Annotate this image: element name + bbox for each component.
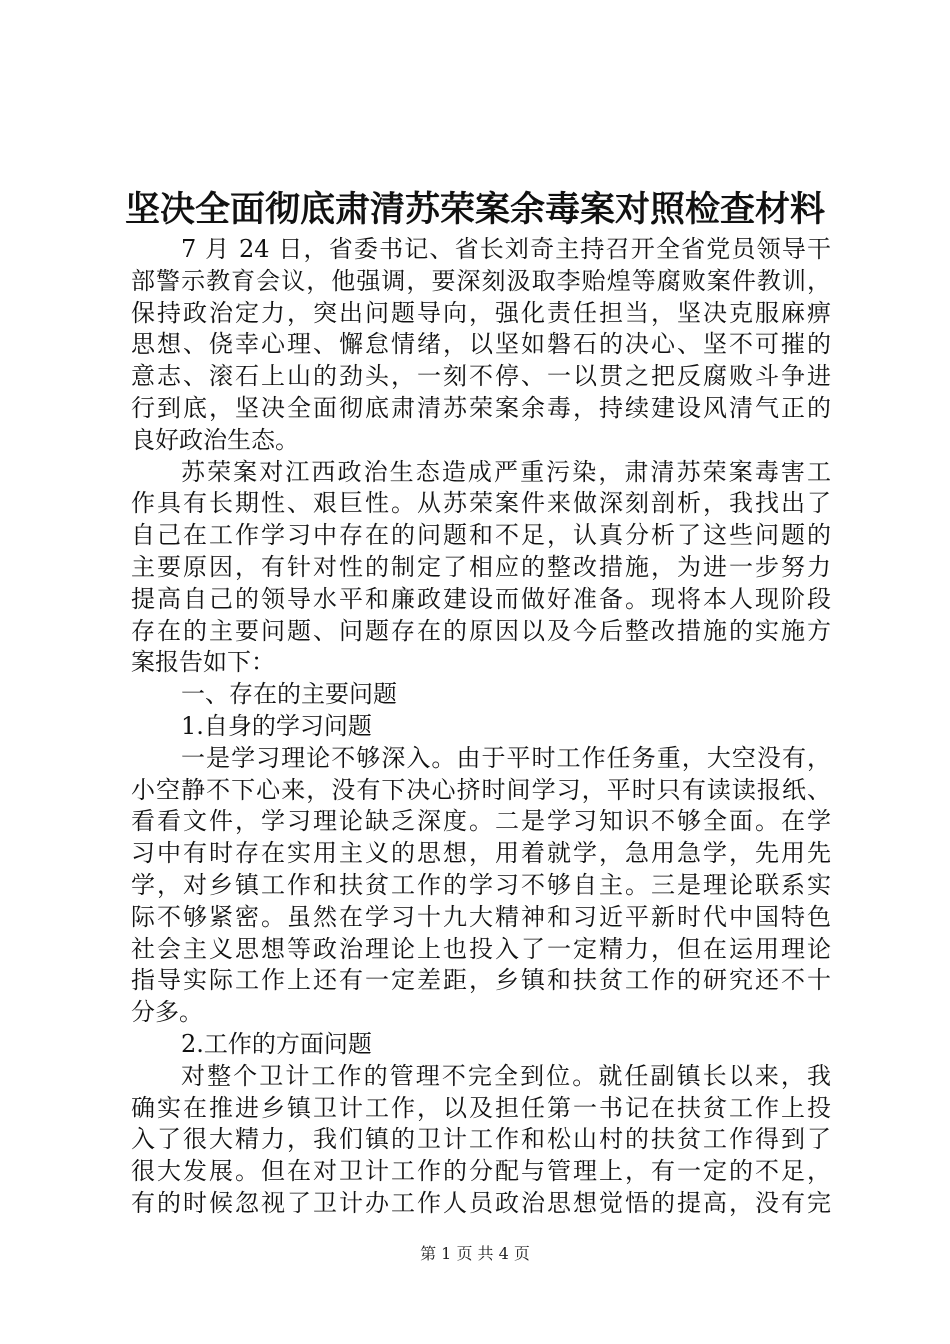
paragraph-line: 社会主义思想等政治理论上也投入了一定精力，但在运用理论 [131,934,831,963]
paragraph-line: 很大发展。但在对卫计工作的分配与管理上，有一定的不足， [131,1157,831,1186]
paragraph-line: 对整个卫计工作的管理不完全到位。就任副镇长以来，我 [181,1061,831,1090]
paragraph-line: 保持政治定力，突出问题导向，强化责任担当，坚决克服麻痹 [131,298,831,327]
paragraph-line: 提高自己的领导水平和廉政建设而做好准备。现将本人现阶段 [131,584,831,613]
paragraph-line: 行到底，坚决全面彻底肃清苏荣案余毒，持续建设风清气正的 [131,393,831,422]
document-title: 坚决全面彻底肃清苏荣案余毒案对照检查材料 [124,189,825,230]
subsection-heading: 2.工作的方面问题 [181,1029,372,1058]
paragraph-line: 一是学习理论不够深入。由于平时工作任务重，大空没有， [181,743,831,772]
paragraph-line: 苏荣案对江西政治生态造成严重污染，肃清苏荣案毒害工 [181,457,831,486]
paragraph-line: 主要原因，有针对性的制定了相应的整改措施，为进一步努力 [131,552,831,581]
paragraph-line: 作具有长期性、艰巨性。从苏荣案件来做深刻剖析，我找出了 [131,489,831,518]
paragraph-line: 案报告如下： [131,648,275,677]
document-body [131,234,831,1220]
page-number-footer: 第 1 页 共 4 页 [420,1244,530,1263]
paragraph-line: 际不够紧密。虽然在学习十九大精神和习近平新时代中国特色 [131,902,831,931]
section-heading: 一、存在的主要问题 [181,680,397,709]
paragraph-line: 有的时候忽视了卫计办工作人员政治思想觉悟的提高，没有完 [131,1188,831,1217]
paragraph-line: 自己在工作学习中存在的问题和不足，认真分析了这些问题的 [131,521,831,550]
paragraph-line: 学，对乡镇工作和扶贫工作的学习不够自主。三是理论联系实 [131,870,831,899]
paragraph-line: 7 月 24 日，省委书记、省长刘奇主持召开全省党员领导干 [181,235,831,263]
paragraph-line: 存在的主要问题、问题存在的原因以及今后整改措施的实施方 [131,616,831,645]
paragraph-line: 小空静不下心来，没有下决心挤时间学习，平时只有读读报纸、 [131,775,831,804]
paragraph-line: 看看文件，学习理论缺乏深度。二是学习知识不够全面。在学 [131,807,831,836]
subsection-heading: 1.自身的学习问题 [181,711,372,740]
paragraph-line: 习中有时存在实用主义的思想，用着就学，急用急学，先用先 [131,839,831,868]
paragraph-line: 入了很大精力，我们镇的卫计工作和松山村的扶贫工作得到了 [131,1125,831,1154]
paragraph-line: 指导实际工作上还有一定差距，乡镇和扶贫工作的研究还不十 [131,966,831,995]
paragraph-line: 意志、滚石上山的劲头，一刻不停、一以贯之把反腐败斗争进 [131,362,831,391]
paragraph-line: 部警示教育会议，他强调，要深刻汲取李贻煌等腐败案件教训， [131,266,831,295]
paragraph-line: 分多。 [131,998,203,1027]
paragraph-line: 思想、侥幸心理、懈怠情绪，以坚如磐石的决心、坚不可摧的 [131,330,831,359]
paragraph-line: 良好政治生态。 [131,425,299,454]
paragraph-line: 确实在推进乡镇卫计工作，以及担任第一书记在扶贫工作上投 [131,1093,831,1122]
